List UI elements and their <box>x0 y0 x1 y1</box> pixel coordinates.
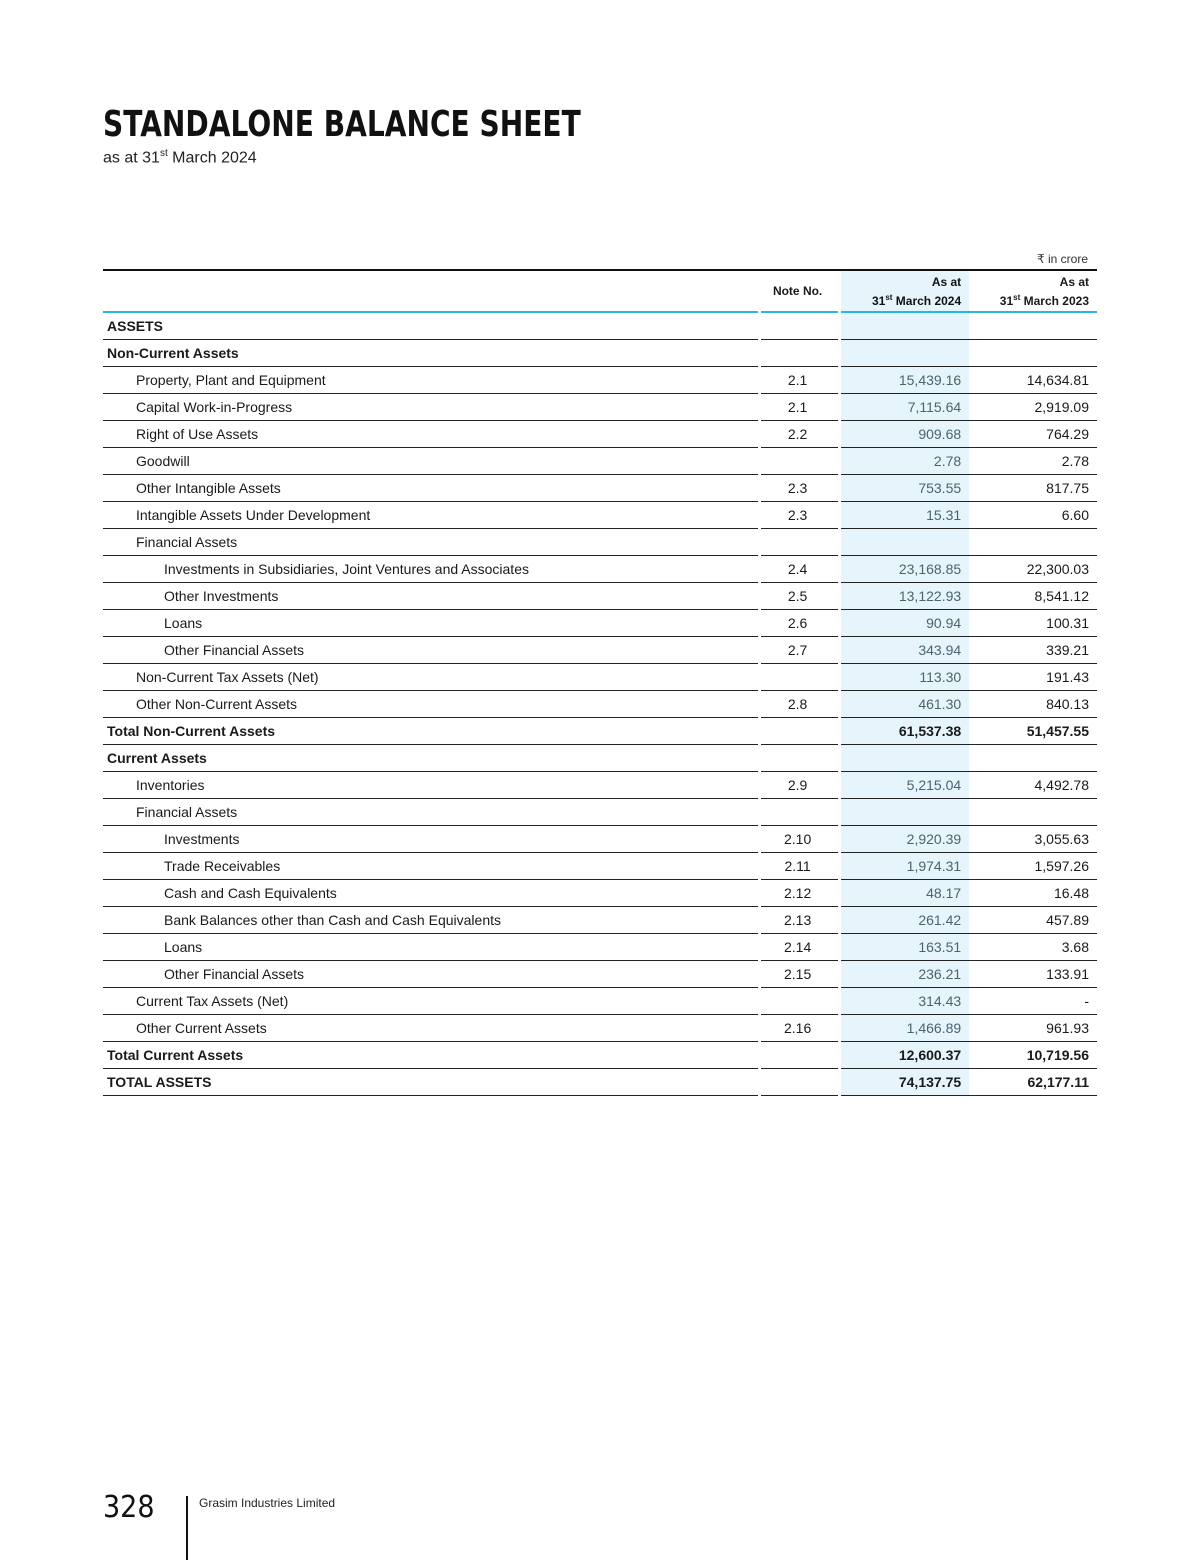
row-value-2024: 461.30 <box>841 691 969 718</box>
row-note-no: 2.2 <box>761 421 838 448</box>
row-value-2024: 236.21 <box>841 961 969 988</box>
balance-sheet-table <box>103 269 1097 1096</box>
row-note-no <box>761 664 838 691</box>
table-row <box>103 421 1097 448</box>
row-note-no: 2.1 <box>761 394 838 421</box>
table-row <box>103 826 1097 853</box>
row-value-2023 <box>969 799 1097 826</box>
row-value-2024: 23,168.85 <box>841 556 969 583</box>
table-row <box>103 718 1097 745</box>
row-note-no: 2.13 <box>761 907 838 934</box>
row-value-2024: 5,215.04 <box>841 772 969 799</box>
table-row <box>103 340 1097 367</box>
table-header-row <box>103 270 1097 312</box>
row-note-no <box>761 718 838 745</box>
subtitle-suffix: March 2024 <box>167 149 257 167</box>
table-row <box>103 529 1097 556</box>
row-label: Trade Receivables <box>103 853 758 880</box>
row-label: Inventories <box>103 772 758 799</box>
page-number: 328 <box>103 1490 155 1525</box>
row-value-2023: 457.89 <box>969 907 1097 934</box>
table-row <box>103 880 1097 907</box>
row-label: Property, Plant and Equipment <box>103 367 758 394</box>
row-note-no: 2.6 <box>761 610 838 637</box>
row-note-no <box>761 448 838 475</box>
table-row <box>103 907 1097 934</box>
table-row <box>103 610 1097 637</box>
table-row <box>103 394 1097 421</box>
table-row <box>103 664 1097 691</box>
header-cur-line1: As at <box>931 274 962 289</box>
table-row <box>103 853 1097 880</box>
page-subtitle <box>103 148 257 167</box>
table-row <box>103 475 1097 502</box>
row-label: Capital Work-in-Progress <box>103 394 758 421</box>
row-note-no: 2.9 <box>761 772 838 799</box>
row-label: ASSETS <box>103 312 758 340</box>
row-note-no <box>761 745 838 772</box>
row-label: Other Financial Assets <box>103 637 758 664</box>
row-label: Loans <box>103 934 758 961</box>
row-value-2024: 15.31 <box>841 502 969 529</box>
row-label: Total Current Assets <box>103 1042 758 1069</box>
row-label: Other Intangible Assets <box>103 475 758 502</box>
row-note-no: 2.14 <box>761 934 838 961</box>
row-note-no: 2.5 <box>761 583 838 610</box>
row-label: Right of Use Assets <box>103 421 758 448</box>
row-value-2024: 90.94 <box>841 610 969 637</box>
row-label: Other Financial Assets <box>103 961 758 988</box>
row-label: Non-Current Assets <box>103 340 758 367</box>
row-value-2023: 6.60 <box>969 502 1097 529</box>
row-note-no: 2.10 <box>761 826 838 853</box>
row-value-2023: 840.13 <box>969 691 1097 718</box>
row-value-2023: 961.93 <box>969 1015 1097 1042</box>
row-value-2023 <box>969 529 1097 556</box>
row-value-2023: 817.75 <box>969 475 1097 502</box>
row-value-2024: 1,466.89 <box>841 1015 969 1042</box>
row-label: Investments in Subsidiaries, Joint Ventures and Associates <box>103 556 758 583</box>
row-value-2024 <box>841 529 969 556</box>
header-label-col <box>103 270 758 312</box>
row-label: Intangible Assets Under Development <box>103 502 758 529</box>
row-label: Goodwill <box>103 448 758 475</box>
table-row <box>103 637 1097 664</box>
row-value-2024: 1,974.31 <box>841 853 969 880</box>
row-note-no <box>761 312 838 340</box>
table-row <box>103 934 1097 961</box>
subtitle-sup: st <box>159 148 168 159</box>
row-value-2023: 4,492.78 <box>969 772 1097 799</box>
footer-divider <box>186 1496 188 1560</box>
row-value-2023: 10,719.56 <box>969 1042 1097 1069</box>
row-note-no: 2.7 <box>761 637 838 664</box>
row-value-2023: 133.91 <box>969 961 1097 988</box>
row-value-2024: 314.43 <box>841 988 969 1015</box>
row-value-2023: 1,597.26 <box>969 853 1097 880</box>
row-value-2024 <box>841 745 969 772</box>
row-value-2023: - <box>969 988 1097 1015</box>
row-value-2023: 22,300.03 <box>969 556 1097 583</box>
row-value-2024: 48.17 <box>841 880 969 907</box>
header-cur-day: 31 <box>871 293 886 308</box>
row-note-no: 2.3 <box>761 475 838 502</box>
row-value-2024: 2,920.39 <box>841 826 969 853</box>
row-note-no: 2.8 <box>761 691 838 718</box>
header-prev-line1: As at <box>1059 274 1089 289</box>
table-row <box>103 448 1097 475</box>
row-note-no: 2.4 <box>761 556 838 583</box>
row-label: Other Non-Current Assets <box>103 691 758 718</box>
header-cur-sup: st <box>885 292 893 302</box>
row-value-2023: 51,457.55 <box>969 718 1097 745</box>
row-note-no: 2.15 <box>761 961 838 988</box>
row-value-2024: 163.51 <box>841 934 969 961</box>
table-row <box>103 799 1097 826</box>
header-prev-sup: st <box>1013 292 1021 302</box>
row-note-no <box>761 1042 838 1069</box>
row-value-2024: 61,537.38 <box>841 718 969 745</box>
row-label: Bank Balances other than Cash and Cash Equivalents <box>103 907 758 934</box>
row-note-no: 2.16 <box>761 1015 838 1042</box>
table-row <box>103 583 1097 610</box>
subtitle-prefix: as at 31 <box>103 149 160 167</box>
row-label: Financial Assets <box>103 799 758 826</box>
row-value-2024: 113.30 <box>841 664 969 691</box>
row-value-2023 <box>969 340 1097 367</box>
row-value-2023 <box>969 745 1097 772</box>
table-row <box>103 1069 1097 1096</box>
row-value-2023: 3.68 <box>969 934 1097 961</box>
row-value-2024: 12,600.37 <box>841 1042 969 1069</box>
row-note-no <box>761 340 838 367</box>
table-row <box>103 745 1097 772</box>
table-row <box>103 1015 1097 1042</box>
row-value-2023: 8,541.12 <box>969 583 1097 610</box>
table-row <box>103 691 1097 718</box>
header-current-year <box>841 270 969 312</box>
row-note-no <box>761 988 838 1015</box>
unit-label: ₹ in crore <box>1037 252 1088 266</box>
company-name: Grasim Industries Limited <box>199 1496 336 1510</box>
row-label: Other Current Assets <box>103 1015 758 1042</box>
row-value-2023: 764.29 <box>969 421 1097 448</box>
header-cur-rest: March 2024 <box>892 293 962 308</box>
row-label: Non-Current Tax Assets (Net) <box>103 664 758 691</box>
row-note-no: 2.12 <box>761 880 838 907</box>
row-note-no <box>761 799 838 826</box>
row-label: Other Investments <box>103 583 758 610</box>
row-label: Current Tax Assets (Net) <box>103 988 758 1015</box>
row-value-2024: 13,122.93 <box>841 583 969 610</box>
row-value-2024 <box>841 312 969 340</box>
table-row <box>103 988 1097 1015</box>
row-value-2024: 15,439.16 <box>841 367 969 394</box>
row-label: Current Assets <box>103 745 758 772</box>
row-value-2023: 2.78 <box>969 448 1097 475</box>
row-value-2024: 909.68 <box>841 421 969 448</box>
row-value-2023: 191.43 <box>969 664 1097 691</box>
row-value-2024: 74,137.75 <box>841 1069 969 1096</box>
row-value-2024: 261.42 <box>841 907 969 934</box>
row-note-no: 2.11 <box>761 853 838 880</box>
table-row <box>103 772 1097 799</box>
row-value-2023: 62,177.11 <box>969 1069 1097 1096</box>
header-prev-day: 31 <box>999 293 1014 308</box>
row-value-2023: 339.21 <box>969 637 1097 664</box>
table-row <box>103 961 1097 988</box>
row-value-2023 <box>969 312 1097 340</box>
table-row <box>103 556 1097 583</box>
row-value-2024: 343.94 <box>841 637 969 664</box>
row-label: TOTAL ASSETS <box>103 1069 758 1096</box>
header-previous-year <box>969 270 1097 312</box>
row-note-no: 2.3 <box>761 502 838 529</box>
header-note-no: Note No. <box>761 270 838 312</box>
row-value-2024 <box>841 340 969 367</box>
table-row <box>103 312 1097 340</box>
row-label: Cash and Cash Equivalents <box>103 880 758 907</box>
row-label: Investments <box>103 826 758 853</box>
row-value-2023: 16.48 <box>969 880 1097 907</box>
row-value-2024: 753.55 <box>841 475 969 502</box>
row-note-no: 2.1 <box>761 367 838 394</box>
row-label: Financial Assets <box>103 529 758 556</box>
row-value-2023: 14,634.81 <box>969 367 1097 394</box>
row-note-no <box>761 1069 838 1096</box>
table-row <box>103 1042 1097 1069</box>
row-value-2023: 100.31 <box>969 610 1097 637</box>
page-title: STANDALONE BALANCE SHEET <box>103 104 581 145</box>
row-value-2024: 2.78 <box>841 448 969 475</box>
row-value-2023: 2,919.09 <box>969 394 1097 421</box>
row-value-2024: 7,115.64 <box>841 394 969 421</box>
row-note-no <box>761 529 838 556</box>
row-value-2023: 3,055.63 <box>969 826 1097 853</box>
row-value-2024 <box>841 799 969 826</box>
table-row <box>103 367 1097 394</box>
header-prev-rest: March 2023 <box>1020 293 1089 308</box>
row-label: Total Non-Current Assets <box>103 718 758 745</box>
row-label: Loans <box>103 610 758 637</box>
table-row <box>103 502 1097 529</box>
